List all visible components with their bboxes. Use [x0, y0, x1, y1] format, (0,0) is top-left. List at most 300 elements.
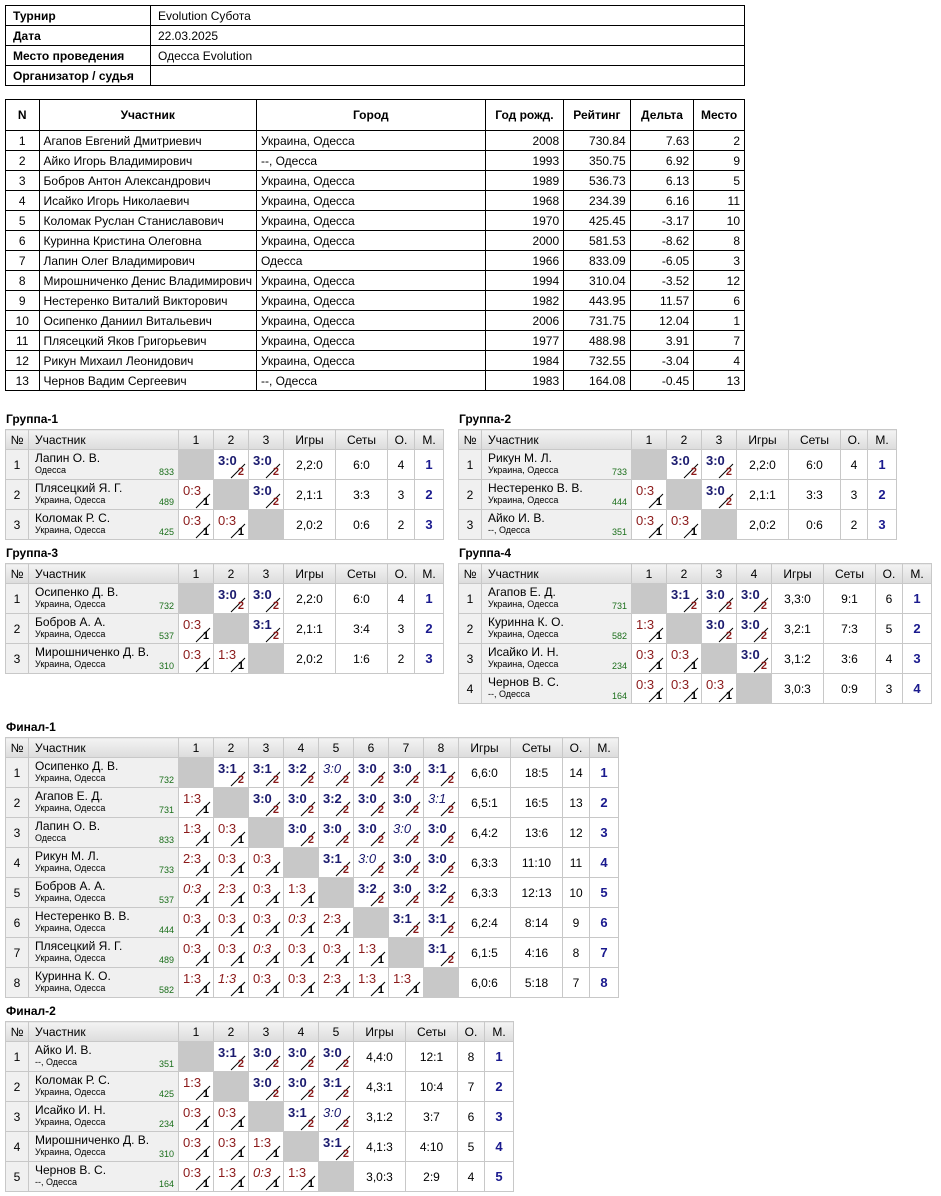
player-city: Украина, Одесса	[35, 598, 106, 609]
participant-cell: 730.84	[564, 131, 631, 151]
match-points: 2	[342, 834, 349, 846]
participant-cell: 5	[694, 171, 745, 191]
set-score: 0:3	[323, 941, 342, 956]
set-score: 3:0	[428, 821, 447, 836]
self-cell	[354, 908, 389, 938]
match-result	[214, 908, 249, 938]
match-result	[249, 938, 284, 968]
player-city: Украина, Одесса	[35, 982, 106, 993]
player-name: Коломак Р. С.	[35, 510, 111, 525]
participant-cell: 4	[6, 191, 40, 211]
info-row	[6, 26, 745, 46]
match-points: 2	[307, 1088, 314, 1100]
player-rating: 234	[611, 661, 627, 671]
player-row	[6, 848, 619, 878]
points-cell: 4	[458, 1162, 485, 1192]
header-opponent-num: 5	[319, 738, 354, 758]
match-points: 1	[272, 1178, 279, 1190]
match-points: 1	[237, 864, 244, 876]
place-cell: 3	[415, 644, 444, 674]
group-header-row	[459, 430, 897, 450]
player-city: Украина, Одесса	[488, 464, 559, 475]
group-table	[5, 1021, 514, 1192]
self-cell	[389, 938, 424, 968]
match-points: 2	[690, 466, 697, 478]
self-cell	[284, 848, 319, 878]
participant-cell: Украина, Одесса	[256, 351, 485, 371]
match-result	[389, 848, 424, 878]
player-num: 2	[459, 614, 482, 644]
set-score: 3:0	[393, 761, 412, 776]
set-score: 3:1	[323, 1075, 342, 1090]
participant-cell: --, Одесса	[256, 371, 485, 391]
player-row	[459, 510, 897, 540]
set-score: 3:0	[218, 453, 237, 468]
participant-row	[6, 351, 745, 371]
participant-cell: 5	[6, 211, 40, 231]
participants-header: Год рожд.	[485, 100, 564, 131]
player-rating: 537	[158, 895, 174, 905]
sets-cell: 0:6	[789, 510, 841, 540]
player-rating: 582	[158, 985, 174, 995]
set-score: 0:3	[671, 513, 690, 528]
player-name: Осипенко Д. В.	[35, 584, 119, 599]
player-name: Исайко И. Н.	[35, 1102, 106, 1117]
player-num: 2	[6, 614, 29, 644]
player-num: 1	[459, 584, 482, 614]
participant-cell: -3.17	[630, 211, 693, 231]
participant-cell: 732.55	[564, 351, 631, 371]
header-opponent-num: 6	[354, 738, 389, 758]
match-result	[667, 450, 702, 480]
match-result	[737, 644, 772, 674]
player-row	[6, 788, 619, 818]
header-no: №	[459, 564, 482, 584]
set-score: 1:3	[253, 1135, 272, 1150]
set-score: 3:2	[358, 881, 377, 896]
match-points: 2	[447, 894, 454, 906]
points-cell: 3	[876, 674, 903, 704]
header-opponent-num: 3	[702, 564, 737, 584]
match-result	[319, 968, 354, 998]
match-result	[632, 510, 667, 540]
set-score: 0:3	[183, 483, 202, 498]
header-games: Игры	[284, 564, 336, 584]
participant-cell: 10	[694, 211, 745, 231]
participant-cell: Украина, Одесса	[256, 231, 485, 251]
match-points: 2	[760, 600, 767, 612]
info-label: Место проведения	[6, 46, 151, 66]
sets-cell: 2:9	[406, 1162, 458, 1192]
player-city: Украина, Одесса	[35, 862, 106, 873]
games-cell: 4,3:1	[354, 1072, 406, 1102]
match-result	[702, 450, 737, 480]
match-points: 1	[202, 1088, 209, 1100]
info-row	[6, 66, 745, 86]
set-score: 3:0	[253, 1045, 272, 1060]
match-points: 1	[690, 660, 697, 672]
sets-cell: 4:10	[406, 1132, 458, 1162]
header-games: Игры	[284, 430, 336, 450]
participant-cell: 7	[6, 251, 40, 271]
match-result	[214, 1162, 249, 1192]
match-points: 1	[237, 954, 244, 966]
header-place: М.	[868, 430, 897, 450]
match-points: 1	[202, 1148, 209, 1160]
place-cell: 7	[590, 938, 619, 968]
player-rating: 833	[158, 835, 174, 845]
match-result	[319, 908, 354, 938]
group-table	[5, 429, 444, 540]
participant-cell: 12	[694, 271, 745, 291]
player-row	[6, 614, 444, 644]
games-cell: 2,0:2	[284, 510, 336, 540]
match-result	[214, 938, 249, 968]
set-score: 0:3	[183, 617, 202, 632]
participant-row	[6, 211, 745, 231]
match-points: 1	[690, 526, 697, 538]
player-row	[6, 758, 619, 788]
participants-header: Город	[256, 100, 485, 131]
participant-cell: 8	[6, 271, 40, 291]
set-score: 0:3	[636, 483, 655, 498]
match-points: 2	[272, 466, 279, 478]
participant-cell: 6	[6, 231, 40, 251]
set-score: 3:1	[323, 851, 342, 866]
games-cell: 3,3:0	[772, 584, 824, 614]
match-points: 1	[202, 804, 209, 816]
player-row	[6, 938, 619, 968]
set-score: 3:0	[741, 587, 760, 602]
player-rating: 444	[611, 497, 627, 507]
header-opponent-num: 1	[179, 738, 214, 758]
sets-cell: 11:10	[511, 848, 563, 878]
set-score: 3:0	[323, 821, 342, 836]
participant-row	[6, 371, 745, 391]
games-cell: 6,6:0	[459, 758, 511, 788]
group-table	[458, 429, 897, 540]
sets-cell: 4:16	[511, 938, 563, 968]
match-result	[179, 1162, 214, 1192]
match-points: 1	[655, 496, 662, 508]
player-row	[6, 644, 444, 674]
participant-cell: -3.04	[630, 351, 693, 371]
group-title: Финал-1	[6, 720, 56, 734]
participant-cell: Украина, Одесса	[256, 211, 485, 231]
participant-cell: Осипенко Даниил Витальевич	[39, 311, 256, 331]
match-points: 1	[202, 984, 209, 996]
self-cell	[179, 758, 214, 788]
match-result	[214, 968, 249, 998]
match-points: 1	[342, 924, 349, 936]
match-points: 1	[237, 924, 244, 936]
sets-cell: 3:3	[336, 480, 388, 510]
place-cell: 3	[590, 818, 619, 848]
match-result	[667, 584, 702, 614]
match-points: 1	[202, 1178, 209, 1190]
header-points: О.	[388, 564, 415, 584]
player-name: Чернов В. С.	[35, 1162, 107, 1177]
match-points: 2	[237, 600, 244, 612]
participant-cell: Нестеренко Виталий Викторович	[39, 291, 256, 311]
participant-cell: 1	[694, 311, 745, 331]
participant-row	[6, 291, 745, 311]
player-row	[459, 584, 932, 614]
header-player: Участник	[29, 564, 179, 584]
match-result	[424, 938, 459, 968]
match-points: 1	[202, 630, 209, 642]
player-name: Коломак Р. С.	[35, 1072, 111, 1087]
set-score: 3:1	[671, 587, 690, 602]
match-points: 1	[272, 984, 279, 996]
set-score: 3:0	[288, 791, 307, 806]
sets-cell: 16:5	[511, 788, 563, 818]
participant-cell: 833.09	[564, 251, 631, 271]
match-result	[179, 848, 214, 878]
participant-cell: 1984	[485, 351, 564, 371]
participant-cell: Агапов Евгений Дмитриевич	[39, 131, 256, 151]
sets-cell: 18:5	[511, 758, 563, 788]
player-num: 1	[6, 584, 29, 614]
player-cell	[29, 908, 179, 938]
points-cell: 7	[458, 1072, 485, 1102]
player-city: --, Одесса	[35, 1056, 78, 1067]
self-cell	[214, 788, 249, 818]
games-cell: 2,2:0	[284, 450, 336, 480]
participant-cell: Рикун Михаил Леонидович	[39, 351, 256, 371]
player-rating: 537	[158, 631, 174, 641]
match-points: 1	[202, 864, 209, 876]
player-num: 1	[6, 758, 29, 788]
player-row	[6, 878, 619, 908]
set-score: 3:0	[323, 1045, 342, 1060]
player-cell	[482, 674, 632, 704]
set-score: 3:0	[323, 761, 342, 776]
points-cell: 2	[388, 510, 415, 540]
match-result	[214, 450, 249, 480]
set-score: 0:3	[253, 851, 272, 866]
match-points: 1	[272, 1148, 279, 1160]
participant-cell: Лапин Олег Владимирович	[39, 251, 256, 271]
set-score: 3:0	[358, 761, 377, 776]
match-points: 2	[377, 894, 384, 906]
place-cell: 2	[415, 614, 444, 644]
participant-cell: 350.75	[564, 151, 631, 171]
self-cell	[249, 1102, 284, 1132]
match-points: 2	[725, 600, 732, 612]
player-rating: 425	[158, 527, 174, 537]
participant-row	[6, 131, 745, 151]
points-cell: 11	[563, 848, 590, 878]
match-points: 1	[202, 924, 209, 936]
player-name: Агапов Е. Д.	[488, 584, 556, 599]
match-points: 2	[412, 774, 419, 786]
participant-cell: -8.62	[630, 231, 693, 251]
player-city: --, Одесса	[488, 688, 531, 699]
match-points: 1	[237, 1118, 244, 1130]
participant-cell: 10	[6, 311, 40, 331]
set-score: 3:0	[253, 1075, 272, 1090]
set-score: 0:3	[183, 1165, 202, 1180]
match-points: 2	[307, 774, 314, 786]
header-points: О.	[458, 1022, 485, 1042]
player-city: Украина, Одесса	[35, 772, 106, 783]
match-result	[389, 878, 424, 908]
player-city: Украина, Одесса	[488, 598, 559, 609]
set-score: 0:3	[636, 677, 655, 692]
participant-row	[6, 331, 745, 351]
set-score: 0:3	[183, 941, 202, 956]
set-score: 3:0	[358, 851, 377, 866]
sets-cell: 8:14	[511, 908, 563, 938]
participant-cell: Украина, Одесса	[256, 271, 485, 291]
player-rating: 489	[158, 955, 174, 965]
player-cell	[29, 510, 179, 540]
match-result	[214, 878, 249, 908]
set-score: 3:1	[393, 911, 412, 926]
match-result	[249, 848, 284, 878]
player-name: Нестеренко В. В.	[35, 908, 130, 923]
games-cell: 6,3:3	[459, 848, 511, 878]
set-score: 3:0	[358, 821, 377, 836]
info-row	[6, 46, 745, 66]
header-opponent-num: 1	[632, 430, 667, 450]
player-row	[6, 450, 444, 480]
player-row	[6, 1072, 514, 1102]
header-opponent-num: 8	[424, 738, 459, 758]
player-name: Айко И. В.	[35, 1042, 92, 1057]
match-result	[702, 584, 737, 614]
set-score: 3:0	[706, 587, 725, 602]
participants-header: Рейтинг	[564, 100, 631, 131]
header-no: №	[6, 738, 29, 758]
group-title: Финал-2	[6, 1004, 56, 1018]
participant-cell: Коломак Руслан Станиславович	[39, 211, 256, 231]
participant-cell: 1994	[485, 271, 564, 291]
points-cell: 3	[388, 480, 415, 510]
match-points: 1	[272, 924, 279, 936]
match-result	[319, 1072, 354, 1102]
player-cell	[29, 938, 179, 968]
games-cell: 6,5:1	[459, 788, 511, 818]
points-cell: 3	[841, 480, 868, 510]
games-cell: 2,0:2	[284, 644, 336, 674]
match-result	[249, 1132, 284, 1162]
player-city: Украина, Одесса	[35, 628, 106, 639]
header-place: М.	[485, 1022, 514, 1042]
player-row	[459, 480, 897, 510]
player-num: 1	[459, 450, 482, 480]
header-player: Участник	[482, 564, 632, 584]
match-result	[354, 818, 389, 848]
set-score: 0:3	[218, 851, 237, 866]
match-result	[632, 674, 667, 704]
match-result	[179, 938, 214, 968]
games-cell: 6,1:5	[459, 938, 511, 968]
player-rating: 733	[611, 467, 627, 477]
self-cell	[249, 644, 284, 674]
player-row	[459, 674, 932, 704]
match-points: 2	[690, 600, 697, 612]
match-points: 1	[377, 984, 384, 996]
match-points: 2	[760, 630, 767, 642]
player-rating: 732	[158, 601, 174, 611]
player-name: Бобров А. А.	[35, 878, 106, 893]
self-cell	[284, 1132, 319, 1162]
match-result	[389, 788, 424, 818]
header-no: №	[459, 430, 482, 450]
points-cell: 7	[563, 968, 590, 998]
header-opponent-num: 2	[214, 564, 249, 584]
participant-cell: -0.45	[630, 371, 693, 391]
place-cell: 1	[415, 450, 444, 480]
set-score: 3:1	[218, 1045, 237, 1060]
set-score: 2:3	[323, 911, 342, 926]
player-rating: 732	[158, 775, 174, 785]
points-cell: 8	[458, 1042, 485, 1072]
participant-cell: -6.05	[630, 251, 693, 271]
match-points: 2	[272, 1058, 279, 1070]
set-score: 3:0	[218, 587, 237, 602]
player-cell	[29, 584, 179, 614]
participant-cell: 1	[6, 131, 40, 151]
match-result	[249, 908, 284, 938]
games-cell: 3,2:1	[772, 614, 824, 644]
participant-row	[6, 191, 745, 211]
header-opponent-num: 1	[179, 430, 214, 450]
participant-cell: 7.63	[630, 131, 693, 151]
header-no: №	[6, 430, 29, 450]
set-score: 1:3	[358, 941, 377, 956]
player-name: Айко И. В.	[488, 510, 545, 525]
set-score: 3:0	[253, 453, 272, 468]
points-cell: 4	[388, 584, 415, 614]
info-label: Дата	[6, 26, 151, 46]
place-cell: 1	[903, 584, 932, 614]
player-name: Мирошниченко Д. В.	[35, 644, 150, 659]
self-cell	[179, 450, 214, 480]
sets-cell: 1:6	[336, 644, 388, 674]
participant-cell: 6.16	[630, 191, 693, 211]
player-city: Украина, Одесса	[35, 922, 106, 933]
match-result	[179, 480, 214, 510]
match-result	[354, 788, 389, 818]
participant-cell: 310.04	[564, 271, 631, 291]
player-cell	[29, 818, 179, 848]
participant-cell: Украина, Одесса	[256, 311, 485, 331]
self-cell	[179, 1042, 214, 1072]
set-score: 0:3	[671, 677, 690, 692]
match-points: 2	[447, 954, 454, 966]
place-cell: 2	[485, 1072, 514, 1102]
player-cell	[29, 1132, 179, 1162]
set-score: 3:0	[671, 453, 690, 468]
participant-cell: 6	[694, 291, 745, 311]
match-result	[214, 1132, 249, 1162]
set-score: 0:3	[671, 647, 690, 662]
match-points: 2	[272, 1088, 279, 1100]
sets-cell: 5:18	[511, 968, 563, 998]
self-cell	[179, 584, 214, 614]
place-cell: 4	[590, 848, 619, 878]
set-score: 3:1	[253, 617, 272, 632]
player-num: 3	[6, 818, 29, 848]
player-rating: 733	[158, 865, 174, 875]
match-points: 2	[412, 894, 419, 906]
participant-cell: Чернов Вадим Сергеевич	[39, 371, 256, 391]
player-rating: 582	[611, 631, 627, 641]
games-cell: 3,1:2	[354, 1102, 406, 1132]
